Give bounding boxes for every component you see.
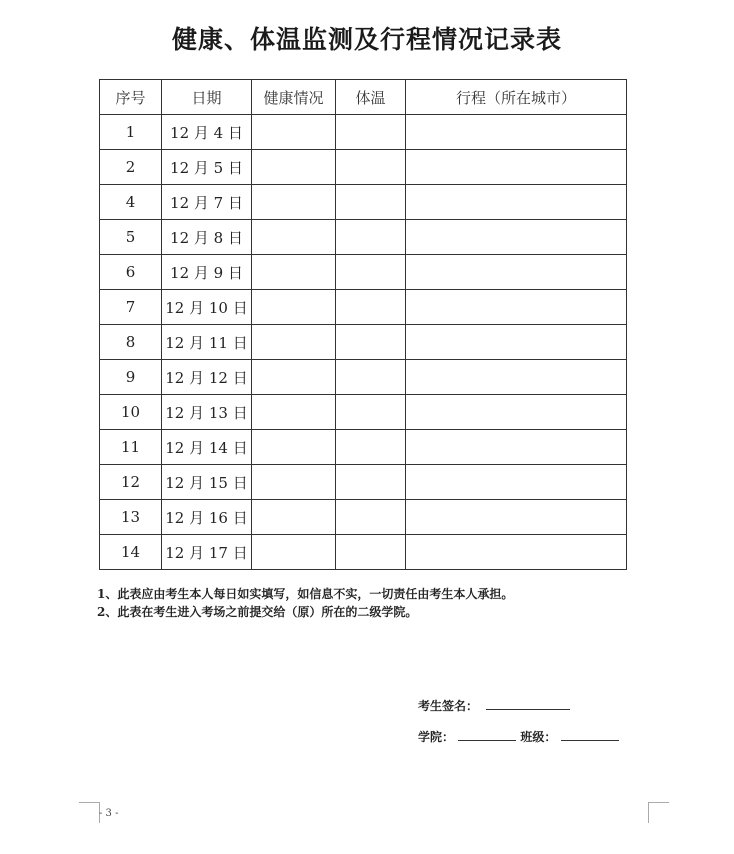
header-temperature: 体温	[336, 80, 406, 115]
itinerary-cell[interactable]	[406, 360, 627, 395]
health-status-cell[interactable]	[252, 290, 336, 325]
college-class-row	[418, 728, 619, 745]
health-status-cell[interactable]	[252, 430, 336, 465]
date-cell: 12 月 10 日	[162, 290, 252, 325]
table-row	[100, 115, 627, 150]
temperature-cell[interactable]	[336, 325, 406, 360]
page-number: - 3 -	[99, 808, 119, 819]
table-row	[100, 535, 627, 570]
college-label: 学院：	[418, 730, 455, 744]
table-row	[100, 185, 627, 220]
table-row	[100, 150, 627, 185]
date-cell: 12 月 12 日	[162, 360, 252, 395]
record-table	[99, 79, 627, 570]
serial-number-cell: 6	[100, 255, 162, 290]
serial-number-cell: 2	[100, 150, 162, 185]
health-status-cell[interactable]	[252, 185, 336, 220]
college-field[interactable]	[458, 728, 516, 741]
health-status-cell[interactable]	[252, 395, 336, 430]
serial-number-cell: 14	[100, 535, 162, 570]
date-cell: 12 月 16 日	[162, 500, 252, 535]
itinerary-cell[interactable]	[406, 290, 627, 325]
serial-number-cell: 4	[100, 185, 162, 220]
serial-number-cell: 13	[100, 500, 162, 535]
serial-number-cell: 12	[100, 465, 162, 500]
temperature-cell[interactable]	[336, 430, 406, 465]
health-status-cell[interactable]	[252, 150, 336, 185]
itinerary-cell[interactable]	[406, 430, 627, 465]
itinerary-cell[interactable]	[406, 535, 627, 570]
table-row	[100, 430, 627, 465]
serial-number-cell: 9	[100, 360, 162, 395]
date-cell: 12 月 17 日	[162, 535, 252, 570]
class-field[interactable]	[561, 728, 619, 741]
notes-block	[97, 585, 513, 621]
temperature-cell[interactable]	[336, 500, 406, 535]
date-cell: 12 月 4 日	[162, 115, 252, 150]
table-header-row	[100, 80, 627, 115]
header-date: 日期	[162, 80, 252, 115]
temperature-cell[interactable]	[336, 535, 406, 570]
serial-number-cell: 1	[100, 115, 162, 150]
itinerary-cell[interactable]	[406, 465, 627, 500]
header-itinerary: 行程（所在城市）	[406, 80, 627, 115]
temperature-cell[interactable]	[336, 185, 406, 220]
document-title: 健康、体温监测及行程情况记录表	[171, 25, 562, 54]
temperature-cell[interactable]	[336, 255, 406, 290]
itinerary-cell[interactable]	[406, 325, 627, 360]
serial-number-cell: 5	[100, 220, 162, 255]
table-row	[100, 465, 627, 500]
temperature-cell[interactable]	[336, 115, 406, 150]
header-serial-number: 序号	[100, 80, 162, 115]
temperature-cell[interactable]	[336, 150, 406, 185]
temperature-cell[interactable]	[336, 465, 406, 500]
health-status-cell[interactable]	[252, 325, 336, 360]
health-status-cell[interactable]	[252, 360, 336, 395]
class-label: 班级：	[520, 730, 557, 744]
table-row	[100, 360, 627, 395]
temperature-cell[interactable]	[336, 220, 406, 255]
signature-row	[418, 697, 570, 714]
table-row	[100, 290, 627, 325]
itinerary-cell[interactable]	[406, 220, 627, 255]
date-cell: 12 月 7 日	[162, 185, 252, 220]
date-cell: 12 月 15 日	[162, 465, 252, 500]
health-status-cell[interactable]	[252, 255, 336, 290]
date-cell: 12 月 9 日	[162, 255, 252, 290]
temperature-cell[interactable]	[336, 290, 406, 325]
note-item: 2、此表在考生进入考场之前提交给（原）所在的二级学院。	[97, 605, 418, 619]
temperature-cell[interactable]	[336, 360, 406, 395]
health-status-cell[interactable]	[252, 465, 336, 500]
health-status-cell[interactable]	[252, 220, 336, 255]
itinerary-cell[interactable]	[406, 395, 627, 430]
date-cell: 12 月 13 日	[162, 395, 252, 430]
table-row	[100, 220, 627, 255]
signature-label: 考生签名：	[418, 699, 479, 713]
date-cell: 12 月 8 日	[162, 220, 252, 255]
date-cell: 12 月 11 日	[162, 325, 252, 360]
signature-field[interactable]	[486, 697, 570, 710]
health-status-cell[interactable]	[252, 500, 336, 535]
table-row	[100, 325, 627, 360]
itinerary-cell[interactable]	[406, 115, 627, 150]
itinerary-cell[interactable]	[406, 500, 627, 535]
itinerary-cell[interactable]	[406, 150, 627, 185]
itinerary-cell[interactable]	[406, 185, 627, 220]
table-row	[100, 395, 627, 430]
page-corner-mark	[648, 802, 669, 823]
health-status-cell[interactable]	[252, 535, 336, 570]
serial-number-cell: 7	[100, 290, 162, 325]
temperature-cell[interactable]	[336, 395, 406, 430]
table-row	[100, 255, 627, 290]
serial-number-cell: 10	[100, 395, 162, 430]
record-table-body	[100, 115, 627, 570]
serial-number-cell: 11	[100, 430, 162, 465]
health-status-cell[interactable]	[252, 115, 336, 150]
table-row	[100, 500, 627, 535]
header-health-status: 健康情况	[252, 80, 336, 115]
date-cell: 12 月 14 日	[162, 430, 252, 465]
itinerary-cell[interactable]	[406, 255, 627, 290]
note-item: 1、此表应由考生本人每日如实填写，如信息不实，一切责任由考生本人承担。	[97, 587, 514, 601]
serial-number-cell: 8	[100, 325, 162, 360]
page-corner-mark	[79, 802, 100, 823]
date-cell: 12 月 5 日	[162, 150, 252, 185]
